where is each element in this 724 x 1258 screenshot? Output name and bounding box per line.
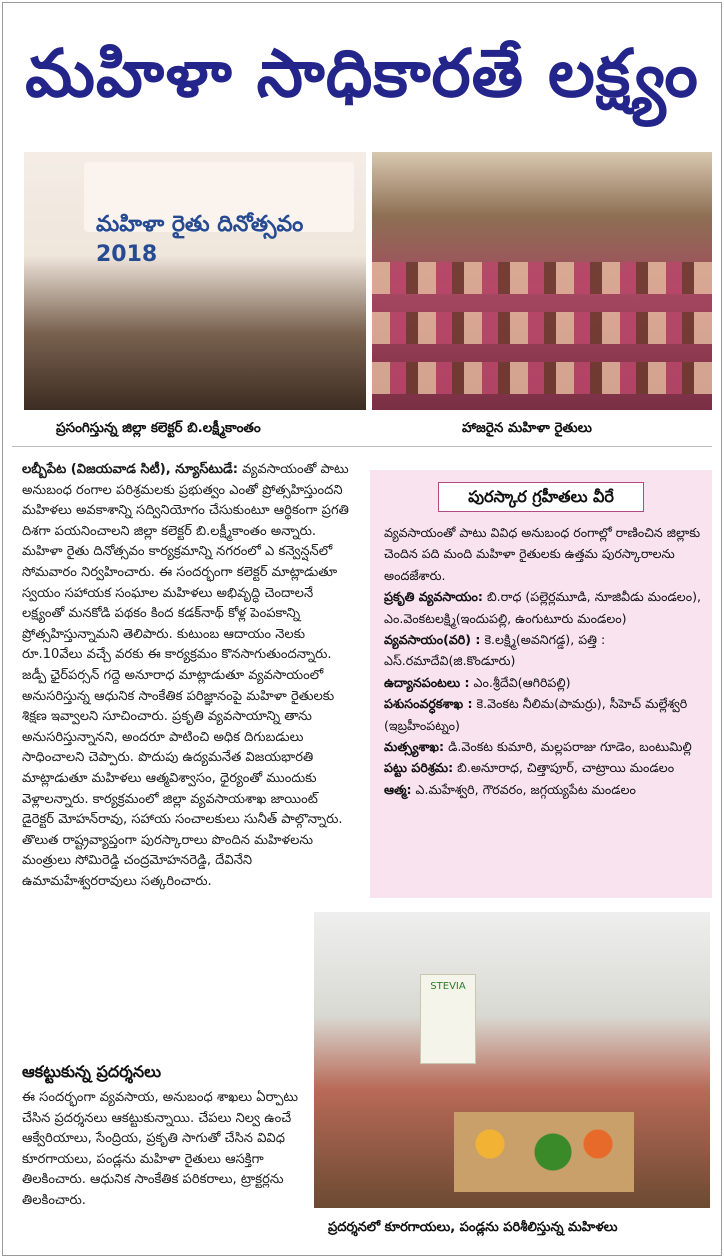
crowd-row	[372, 312, 712, 344]
awardee-entry: వ్యవసాయం(వరి) : కె.లక్ష్మి(అవనిగడ్డ), పత్తి : ఎస్.రమాదేవి(జి.కొండూరు)	[384, 632, 606, 669]
exhibit-body: ఈ సందర్భంగా వ్యవసాయ, అనుబంధ శాఖలు ఏర్పాటు చేసిన ప్రదర్శనలు ఆకట్టుకున్నాయి. చేపలు నిల్వ ఉంచే ఆక్వేరియాలు, సేంద్రియ, ప్రకృతి సాగుతో చేసిన వివిధ కూరగాయలు, పండ్లను మహిళా రైతులు ఆసక్తిగా తిలకించారు. ఆధునిక సాంకేతిక పరికరాలు, ట్రాక్టర్లను తిలకించారు.	[22, 1090, 299, 1208]
section-divider	[12, 446, 712, 447]
awardee-entry: ప్రకృతి వ్యవసాయం: బి.రాధ (పల్లెర్లమూడి, నూజివీడు మండలం), ఎం.వెంకటలక్ష్మి(ఇందుపల్లి, ఉంగుటూరు మండలం)	[384, 589, 702, 626]
awardees-intro: వ్యవసాయంతో పాటు వివిధ అనుబంధ రంగాల్లో రాణించిన జిల్లాకు చెందిన పది మంది మహిళా రైతులకు ఉత్తమ పురస్కారాలను అందజేశారు.	[384, 525, 701, 583]
awardee-entry: పట్టు పరిశ్రమ: బి.అనూరాధ, చిత్తాపూర్, చాట్రాయి మండలం	[384, 760, 675, 776]
awardees-box	[370, 470, 712, 898]
crowd-row	[372, 362, 712, 394]
article-dateline: లబ్బీపేట (విజయవాడ సిటీ), న్యూస్‌టుడే:	[22, 462, 238, 477]
photo1-caption: ప్రసంగిస్తున్న జిల్లా కలెక్టర్ బి.లక్ష్మీకాంతం	[56, 420, 261, 436]
photo-audience	[372, 152, 712, 410]
awardees-body	[384, 522, 702, 800]
vegetable-display	[454, 1112, 634, 1192]
photo3-caption: ప్రదర్శనలో కూరగాయలు, పండ్లను పరిశీలిస్తున్న మహిళలు	[328, 1220, 618, 1235]
main-article	[22, 460, 352, 892]
awardee-entry: ఆత్మ: ఎ.మహేశ్వరి, గౌరవరం, జగ్గయ్యపేట మండలం	[384, 781, 636, 797]
awardee-entry: ఉద్యానపంటలు : ఎం.శ్రీదేవి(ఆగిరిపల్లి)	[384, 674, 571, 690]
crowd-row	[372, 262, 712, 294]
photo-exhibition	[314, 912, 710, 1208]
photo-collector-speech	[24, 152, 366, 410]
photo2-caption: హాజరైన మహిళా రైతులు	[462, 420, 592, 436]
exhibit-subhead: ఆకట్టుకున్న ప్రదర్శనలు	[22, 1062, 161, 1081]
awardee-entry: పశుసంవర్ధకశాఖ : కె.వెంకట నీలిమ(పామర్రు), సీహెచ్ మల్లేశ్వరి (ఇబ్రహీంపట్నం)	[384, 696, 688, 733]
awardee-entry: మత్స్యశాఖ: డి.వెంకట కుమారి, మల్లపరాజు గూడెం, బంటుమిల్లి	[384, 739, 692, 755]
headline: మహిళా సాధికారతే లక్ష్యం	[25, 35, 699, 112]
event-banner-text: మహిళా రైతు దినోత్సవం 2018	[96, 212, 304, 267]
stevia-sign: STEVIA	[420, 974, 476, 1064]
awardees-title: పురస్కార గ్రహీతలు వీరే	[438, 482, 644, 512]
article-body: వ్యవసాయంతో పాటు అనుబంధ రంగాల పరిశ్రమలకు ప్రభుత్వం ఎంతో ప్రోత్సహిస్తుందని మహిళలు అవకాశాన్ని సద్వినియోగం చేసుకుంటూ ఆర్థికంగా ప్రగతి దిశగా పయనించాలని జిల్లా కలెక్టర్ బి.లక్ష్మీకాంతం అన్నారు. మహిళా రైతు దినోత్సవం కార్యక్రమాన్ని నగరంలో ఎ కన్వెన్షన్‌లో సోమవారం నిర్వహించారు. ఈ సందర్భంగా కలెక్టర్ మాట్లాడుతూ స్వయం సహాయక సంఘాల మహిళలు అభివృద్ధి చెందాలనే లక్ష్యంతో మనకోడి పథకం కింద కడక్‌నాథ్ కోళ్ల పెంపకాన్ని ప్రోత్సహిస్తున్నామని తెలిపారు. కుటుంబ ఆదాయం నెలకు రూ.10వేలు వచ్చే వరకు ఈ కార్యక్రమం కొనసాగుతుందన్నారు. జడ్పీ ఛైర్‌పర్సన్ గద్దె అనూరాధ మాట్లాడుతూ వ్యవసాయంలో అనుసరిస్తున్న ఆధునిక సాంకేతిక పరిజ్ఞానంపై మహిళా రైతులకు శిక్షణ ఇవ్వాలని సూచించారు. ప్రకృతి వ్యవసాయాన్ని తాను అనుసరిస్తున్నానని, అందరూ పాటించి అధిక దిగుబడులు సాధించాలని చెప్పారు. పొదుపు ఉద్యమనేత విజయభారతి మాట్లాడుతూ మహిళలు ఆత్మవిశ్వాసం, ధైర్యంతో ముందుకు వెళ్లాలన్నారు. కార్యక్రమంలో జిల్లా వ్యవసాయశాఖ జాయింట్ డైరెక్టర్ మోహన్‌రావు, సహాయ సంచాలకులు సునీత్ పాల్గొన్నారు. తొలుత రాష్ట్రవ్యాప్తంగా పురస్కారాలు పొందిన మహిళలను మంత్రులు సోమిరెడ్డి చంద్రమోహనరెడ్డి, దేవినేని ఉమామహేశ్వరరావులు సత్కరించారు.	[22, 462, 349, 889]
